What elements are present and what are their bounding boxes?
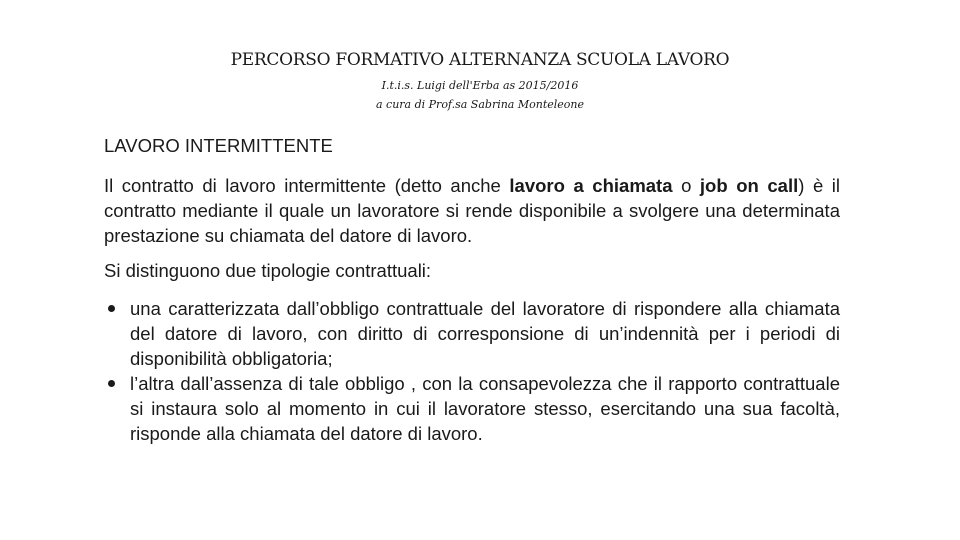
slide-content [104, 133, 840, 446]
intro-text: Si distinguono due tipologie contrattuali: [104, 260, 432, 281]
paragraph-bold-2: job on call [699, 175, 799, 196]
paragraph-text-3: ) è il contratto mediante il quale un lavoratore si rende disponibile a svolgere una determinata prestazione su chiamata del datore di lavoro. [104, 175, 841, 246]
bullet-text: l’altra dall’assenza di tale obbligo , con la consapevolezza che il rapporto contrattuale si instaura solo al momento in cui il lavoratore stesso, esercitando una sua facoltà, risponde alla chiamata del datore di lavoro. [130, 373, 840, 444]
header-school: I.t.i.s. Luigi dell'Erba as 2015/2016 [381, 79, 579, 92]
list-item [104, 371, 840, 446]
bullet-icon [108, 305, 115, 312]
paragraph-text-2: o [672, 175, 700, 196]
bullet-icon [108, 380, 115, 387]
section-title: LAVORO INTERMITTENTE [104, 135, 333, 156]
bullet-text: una caratterizzata dall’obbligo contrattuale del lavoratore di rispondere alla chiamata del datore di lavoro, con diritto di corresponsione di un’indennità per i periodi di disponibilità obbligatoria; [130, 298, 840, 369]
definition-paragraph [104, 173, 840, 248]
paragraph-text-1: Il contratto di lavoro intermittente (detto anche [104, 175, 510, 196]
header-title: PERCORSO FORMATIVO ALTERNANZA SCUOLA LAVORO [230, 50, 730, 70]
slide-header [0, 50, 960, 114]
header-author: a cura di Prof.sa Sabrina Monteleone [375, 98, 585, 111]
bullet-list [104, 296, 840, 446]
list-item [104, 296, 840, 371]
paragraph-bold-1: lavoro a chiamata [509, 175, 673, 196]
